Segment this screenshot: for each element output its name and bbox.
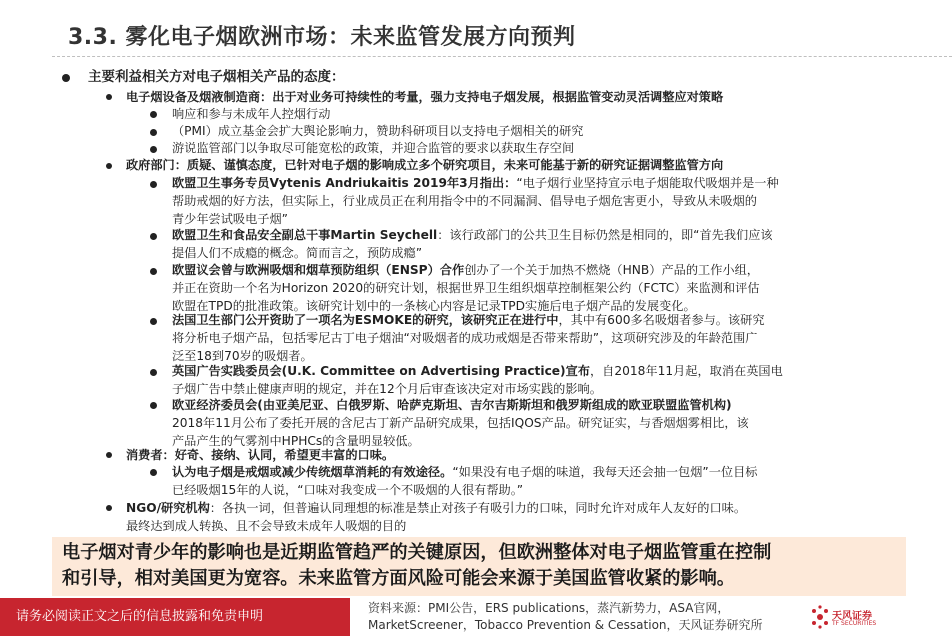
government-item xyxy=(172,311,862,365)
consumer-item-line: 认为电子烟是戒烟或减少传统烟草消耗的有效途径。“如果没有电子烟的味道，我每天还会抽一包烟”一位目标 xyxy=(172,465,758,479)
conclusion-highlight xyxy=(52,537,906,596)
bullet-icon xyxy=(150,111,157,118)
consumer-item xyxy=(172,463,862,499)
logo-text: 天风证券 xyxy=(832,611,872,622)
bullet-icon xyxy=(150,469,157,476)
government-item-line: 欧盟卫生事务专员Vytenis Andriukaitis 2019年3月指出：“电子烟行业坚持宣示电子烟能取代吸烟并是一种 xyxy=(172,176,779,190)
government-item-line: 子烟广告中禁止健康声明的规定，并在12个月后审查该决定对市场实践的影响。 xyxy=(172,382,602,396)
bullet-icon xyxy=(106,505,112,511)
bullet-icon xyxy=(150,369,157,376)
government-item-line: 青少年尝试吸电子烟” xyxy=(172,212,289,226)
source-line: 资料来源：PMI公告，ERS publications，蒸汽新势力，ASA官网， xyxy=(368,601,730,615)
industry-item: 响应和参与未成年人控烟行动 xyxy=(172,107,331,121)
government-item-line: 将分析电子烟产品，包括零尼古丁电子烟油“对吸烟者的成功戒烟是否带来帮助”，这项研究涉及的年龄范围广 xyxy=(172,331,758,345)
consumer-label: 消费者：好奇、接纳、认同，希望更丰富的口味。 xyxy=(126,448,395,462)
lead-in-text: 欧盟卫生事务专员Vytenis Andriukaitis 2019年3月指出： xyxy=(172,176,517,190)
lead-in-text: 法国卫生部门公开资助了一项名为ESMOKE的研究，该研究正在进行中 xyxy=(172,313,559,327)
government-item xyxy=(172,174,862,228)
government-item-line: 欧盟议会曾与欧洲吸烟和烟草预防组织（ENSP）合作创办了一个关于加热不燃烧（HNB）产品的工作小组， xyxy=(172,263,759,277)
government-item-line: 提倡人们不成瘾的概念。简而言之，预防成瘾” xyxy=(172,246,423,260)
bullet-icon xyxy=(106,94,112,100)
lead-in-text: NGO/研究机构 xyxy=(126,501,210,515)
bullet-icon xyxy=(150,233,157,240)
logo-subtext: TF SECURITIES xyxy=(832,620,877,627)
government-item xyxy=(172,396,862,450)
page-title: 3.3. 雾化电子烟欧洲市场：未来监管发展方向预判 xyxy=(68,25,576,50)
lead-in-text: 欧亚经济委员会(由亚美尼亚、白俄罗斯、哈萨克斯坦、吉尔吉斯斯坦和俄罗斯组成的欧亚联盟监管机构) xyxy=(172,398,732,412)
government-item xyxy=(172,226,862,262)
lead-in-text: 欧盟议会曾与欧洲吸烟和烟草预防组织（ENSP）合作 xyxy=(172,263,465,277)
bullet-icon xyxy=(106,452,112,458)
government-item-line: 英国广告实践委员会(U.K. Committee on Advertising Practice)宣布，自2018年11月起，取消在英国电 xyxy=(172,364,783,378)
bullet-icon xyxy=(106,163,112,169)
industry-item: （PMI）成立基金会扩大舆论影响力，赞助科研项目以支持电子烟相关的研究 xyxy=(172,124,584,138)
government-item-line: 帮助戒烟的好方法，但实际上，行业成员正在利用指令中的不同漏洞、倡导电子烟危害更小，导致从未吸烟的 xyxy=(172,194,757,208)
government-item-line xyxy=(172,396,862,414)
bullet-icon xyxy=(150,268,157,275)
disclaimer-notice: 请务必阅读正文之后的信息披露和免责申明 xyxy=(16,609,264,624)
government-item xyxy=(172,261,862,315)
lead-in-text: 欧盟卫生和食品安全副总干事Martin Seychell xyxy=(172,228,438,242)
bullet-icon xyxy=(150,129,157,136)
source-line: MarketScreener，Tobacco Prevention & Cessation，天风证券研究所 xyxy=(368,618,763,632)
section-heading: 主要利益相关方对电子烟相关产品的态度： xyxy=(88,69,345,85)
consumer-item-line: 已经吸烟15年的人说，“口味对我变成一个不吸烟的人很有帮助。” xyxy=(172,483,524,497)
lead-in-text: 英国广告实践委员会(U.K. Committee on Advertising Practice)宣布 xyxy=(172,364,590,378)
conclusion-line: 和引导，相对美国更为宽容。未来监管方面风险可能会来源于美国监管收紧的影响。 xyxy=(62,568,735,589)
bullet-icon xyxy=(150,146,157,153)
conclusion-line: 电子烟对青少年的影响也是近期监管趋严的关键原因，但欧洲整体对电子烟监管重在控制 xyxy=(62,542,772,563)
government-item-line: 欧盟卫生和食品安全副总干事Martin Seychell：该行政部门的公共卫生目标仍然是相同的，即“首先我们应该 xyxy=(172,228,773,242)
government-item-line: 泛至18到70岁的吸烟者。 xyxy=(172,349,313,363)
ngo-line: NGO/研究机构：各执一词，但普遍认同理想的标准是禁止对孩子有吸引力的口味，同时允许对成年人友好的口味。 xyxy=(126,501,747,515)
government-label: 政府部门：质疑、谨慎态度，已针对电子烟的影响成立多个研究项目，未来可能基于新的研究证据调整监管方向 xyxy=(126,158,724,172)
government-item-line: 2018年11月公布了委托开展的含尼古丁新产品研究成果，包括IQOS产品。研究证实，与香烟烟雾相比，该 xyxy=(172,416,749,430)
government-item-line: 欧盟在TPD的批准政策。该研究计划中的一条核心内容是记录TPD实施后电子烟产品的发展变化。 xyxy=(172,299,696,313)
government-item-line: 并正在资助一个名为Horizon 2020的研究计划，根据世界卫生组织烟草控制框架公约（FCTC）来监测和评估 xyxy=(172,281,760,295)
bullet-icon xyxy=(62,74,70,82)
ngo-item xyxy=(126,499,886,535)
lead-in-text: 认为电子烟是戒烟或减少传统烟草消耗的有效途径。 xyxy=(172,465,453,479)
bullet-icon xyxy=(150,318,157,325)
ngo-line: 最终达到成人转换、且不会导致未成年人吸烟的目的 xyxy=(126,519,407,533)
government-item-line: 产品产生的气雾剂中HPHCs的含量明显较低。 xyxy=(172,434,420,448)
government-item xyxy=(172,362,862,398)
bullet-icon xyxy=(150,402,157,409)
government-item-line: 法国卫生部门公开资助了一项名为ESMOKE的研究，该研究正在进行中，其中有600多名吸烟者参与。该研究 xyxy=(172,313,765,327)
title-divider xyxy=(52,56,952,57)
industry-label: 电子烟设备及烟液制造商：出于对业务可持续性的考量，强力支持电子烟发展，根据监管变动灵活调整应对策略 xyxy=(126,90,724,104)
industry-item: 游说监管部门以争取尽可能宽松的政策，并迎合监管的要求以获取生存空间 xyxy=(172,141,575,155)
bullet-icon xyxy=(150,181,157,188)
source-note xyxy=(368,600,808,634)
